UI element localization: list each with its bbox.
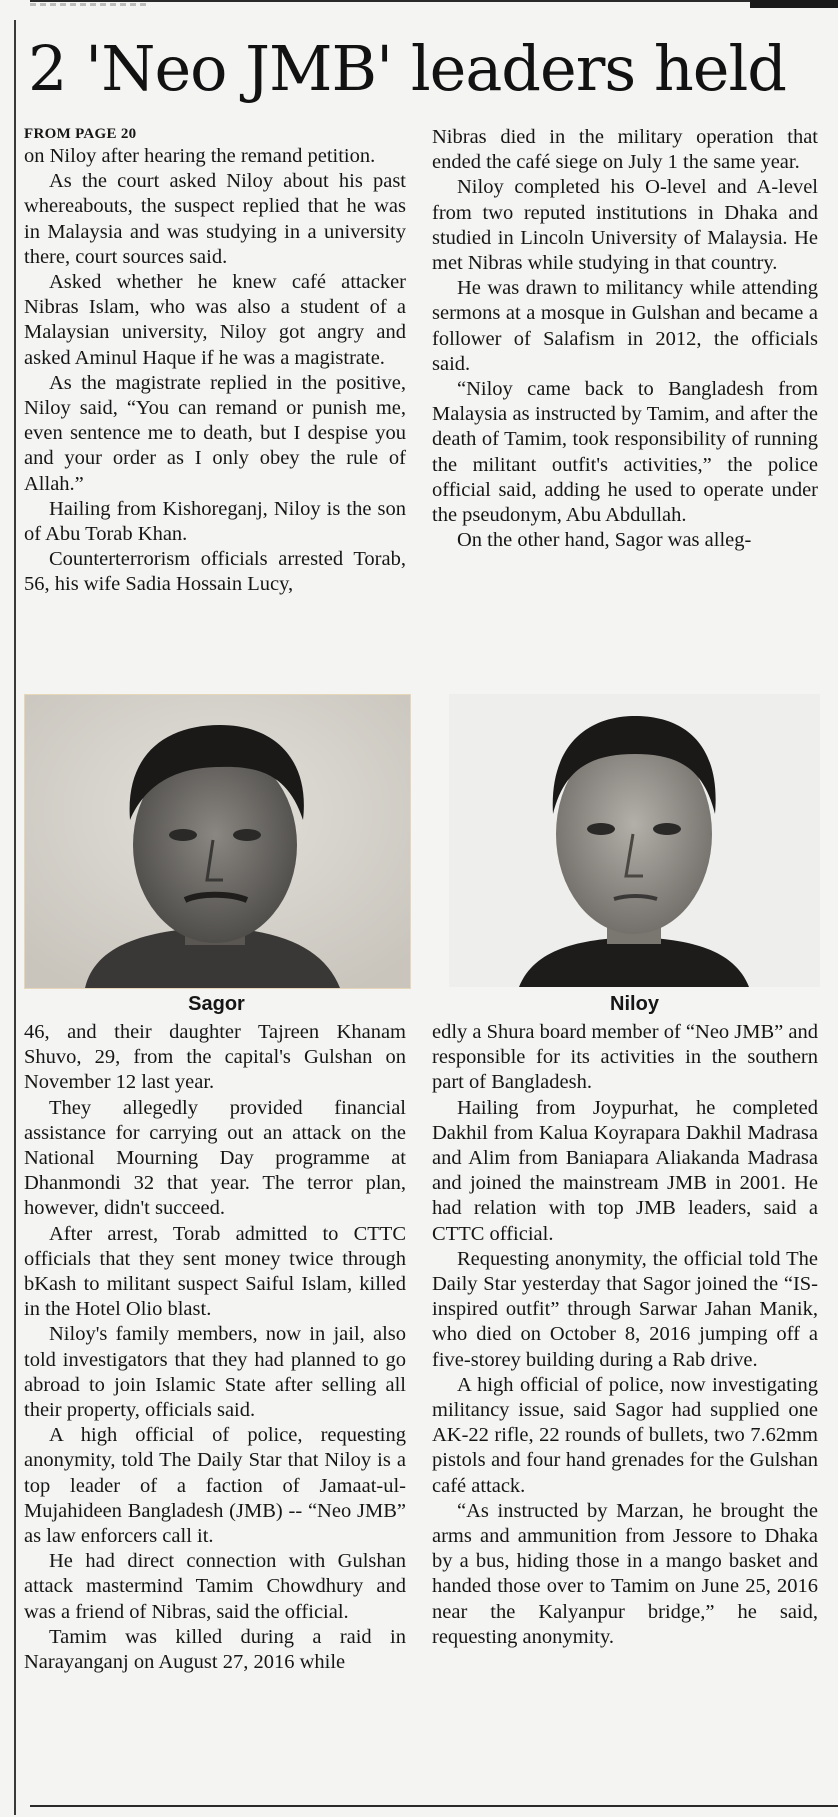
bottom-rule	[30, 1805, 838, 1807]
column-right-bottom	[432, 1020, 818, 1800]
column-right-top	[432, 125, 818, 681]
paragraph: They allegedly provided financial assistance for carrying out an attack on the National Mourning Day programme at Dhanmondi 32 that year. The terror plan, however, didn't succeed.	[24, 1096, 406, 1220]
paragraph: on Niloy after hearing the remand petition.	[24, 145, 376, 167]
article-headline: 2 'Neo JMB' leaders held	[28, 32, 786, 105]
sagor-photo	[24, 694, 411, 989]
sagor-portrait-image	[25, 695, 410, 988]
paragraph: Niloy completed his O-level and A-level from two reputed institutions in Dhaka and studied in Lincoln University of Malaysia. He met Nibras while studying in that country.	[432, 176, 818, 275]
paragraph: On the other hand, Sagor was alleg-	[457, 529, 752, 552]
paragraph: Requesting anonymity, the official told The Daily Star yesterday that Sagor joined the “IS-inspired outfit” through Sarwar Jahan Manik, who died on October 8, 2016 jumping off a five-storey building during a Rab drive.	[432, 1247, 818, 1371]
top-rule-pattern	[30, 3, 150, 6]
paragraph: He was drawn to militancy while attending sermons at a mosque in Gulshan and became a follower of Salafism in 2012, the officials said.	[432, 277, 818, 375]
top-rule	[30, 0, 838, 2]
paragraph: “As instructed by Marzan, he brought the arms and ammunition from Jessore to Dhaka by a bus, hiding those in a mango basket and handed those over to Tamim on June 25, 2016 near the Kalyanpur bridge,” he said, requesting anonymity.	[432, 1499, 818, 1648]
page-edge-rule	[14, 20, 16, 1815]
paragraph: After arrest, Torab admitted to CTTC officials that they sent money twice through bKash to militant suspect Saiful Islam, killed in the Hotel Olio blast.	[24, 1222, 406, 1321]
paragraph: Niloy's family members, now in jail, also told investigators that they had planned to go abroad to join Islamic State after selling all their property, officials said.	[24, 1323, 406, 1422]
paragraph: Tamim was killed during a raid in Narayanganj on August 27, 2016 while	[24, 1625, 406, 1674]
paragraph: “Niloy came back to Bangladesh from Malaysia as instructed by Tamim, and after the death of Tamim, took responsibility of running the militant outfit's activities,” the police official said, adding he used to operate under the pseudonym, Abu Abdullah.	[432, 378, 818, 527]
paragraph: edly a Shura board member of “Neo JMB” and responsible for its activities in the southern part of Bangladesh.	[432, 1021, 818, 1094]
paragraph: As the magistrate replied in the positive, Niloy said, “You can remand or punish me, even sentence me to death, but I despise you and your order as I only obey the rule of Allah.”	[24, 371, 406, 495]
paragraph: Nibras died in the military operation that ended the café siege on July 1 the same year.	[432, 126, 818, 174]
niloy-photo	[449, 694, 820, 987]
paragraph: Asked whether he knew café attacker Nibras Islam, who was also a student of a Malaysian university, Niloy got angry and asked Aminul Haque if he was a magistrate.	[24, 271, 406, 369]
paragraph: 46, and their daughter Tajreen Khanam Shuvo, 29, from the capital's Gulshan on November 12 last year.	[24, 1021, 406, 1094]
paragraph: A high official of police, now investigating militancy issue, said Sagor had supplied one AK-22 rifle, 22 rounds of bullets, two 7.62mm pistols and four hand grenades for the Gulshan café attack.	[432, 1373, 818, 1497]
paragraph: He had direct connection with Gulshan attack mastermind Tamim Chowdhury and was a friend of Nibras, said the official.	[24, 1550, 406, 1623]
niloy-portrait-image	[449, 694, 820, 987]
paragraph: Hailing from Joypurhat, he completed Dakhil from Kalua Koyrapara Dakhil Madrasa and Alim from Baniapara Aliakanda Madrasa and joined the mainstream JMB in 2001. He had relation with top JMB leaders, said a CTTC official.	[432, 1096, 818, 1245]
paragraph: Counterterrorism officials arrested Torab, 56, his wife Sadia Hossain Lucy,	[24, 548, 406, 596]
paragraph: A high official of police, requesting anonymity, told The Daily Star that Niloy is a top leader of a faction of Jamaat-ul-Mujahideen Bangladesh (JMB) -- “Neo JMB” as law enforcers call it.	[24, 1424, 406, 1548]
continuation-marker: FROM PAGE 20	[24, 126, 137, 142]
column-left-bottom	[24, 1020, 406, 1800]
column-left-top	[24, 125, 406, 681]
sagor-caption: Sagor	[188, 993, 245, 1015]
niloy-caption: Niloy	[610, 993, 659, 1015]
section-tab-marker	[750, 0, 838, 8]
paragraph: Hailing from Kishoreganj, Niloy is the son of Abu Torab Khan.	[24, 497, 406, 546]
paragraph: As the court asked Niloy about his past whereabouts, the suspect replied that he was in Malaysia and was studying in a university there, court sources said.	[24, 170, 406, 268]
